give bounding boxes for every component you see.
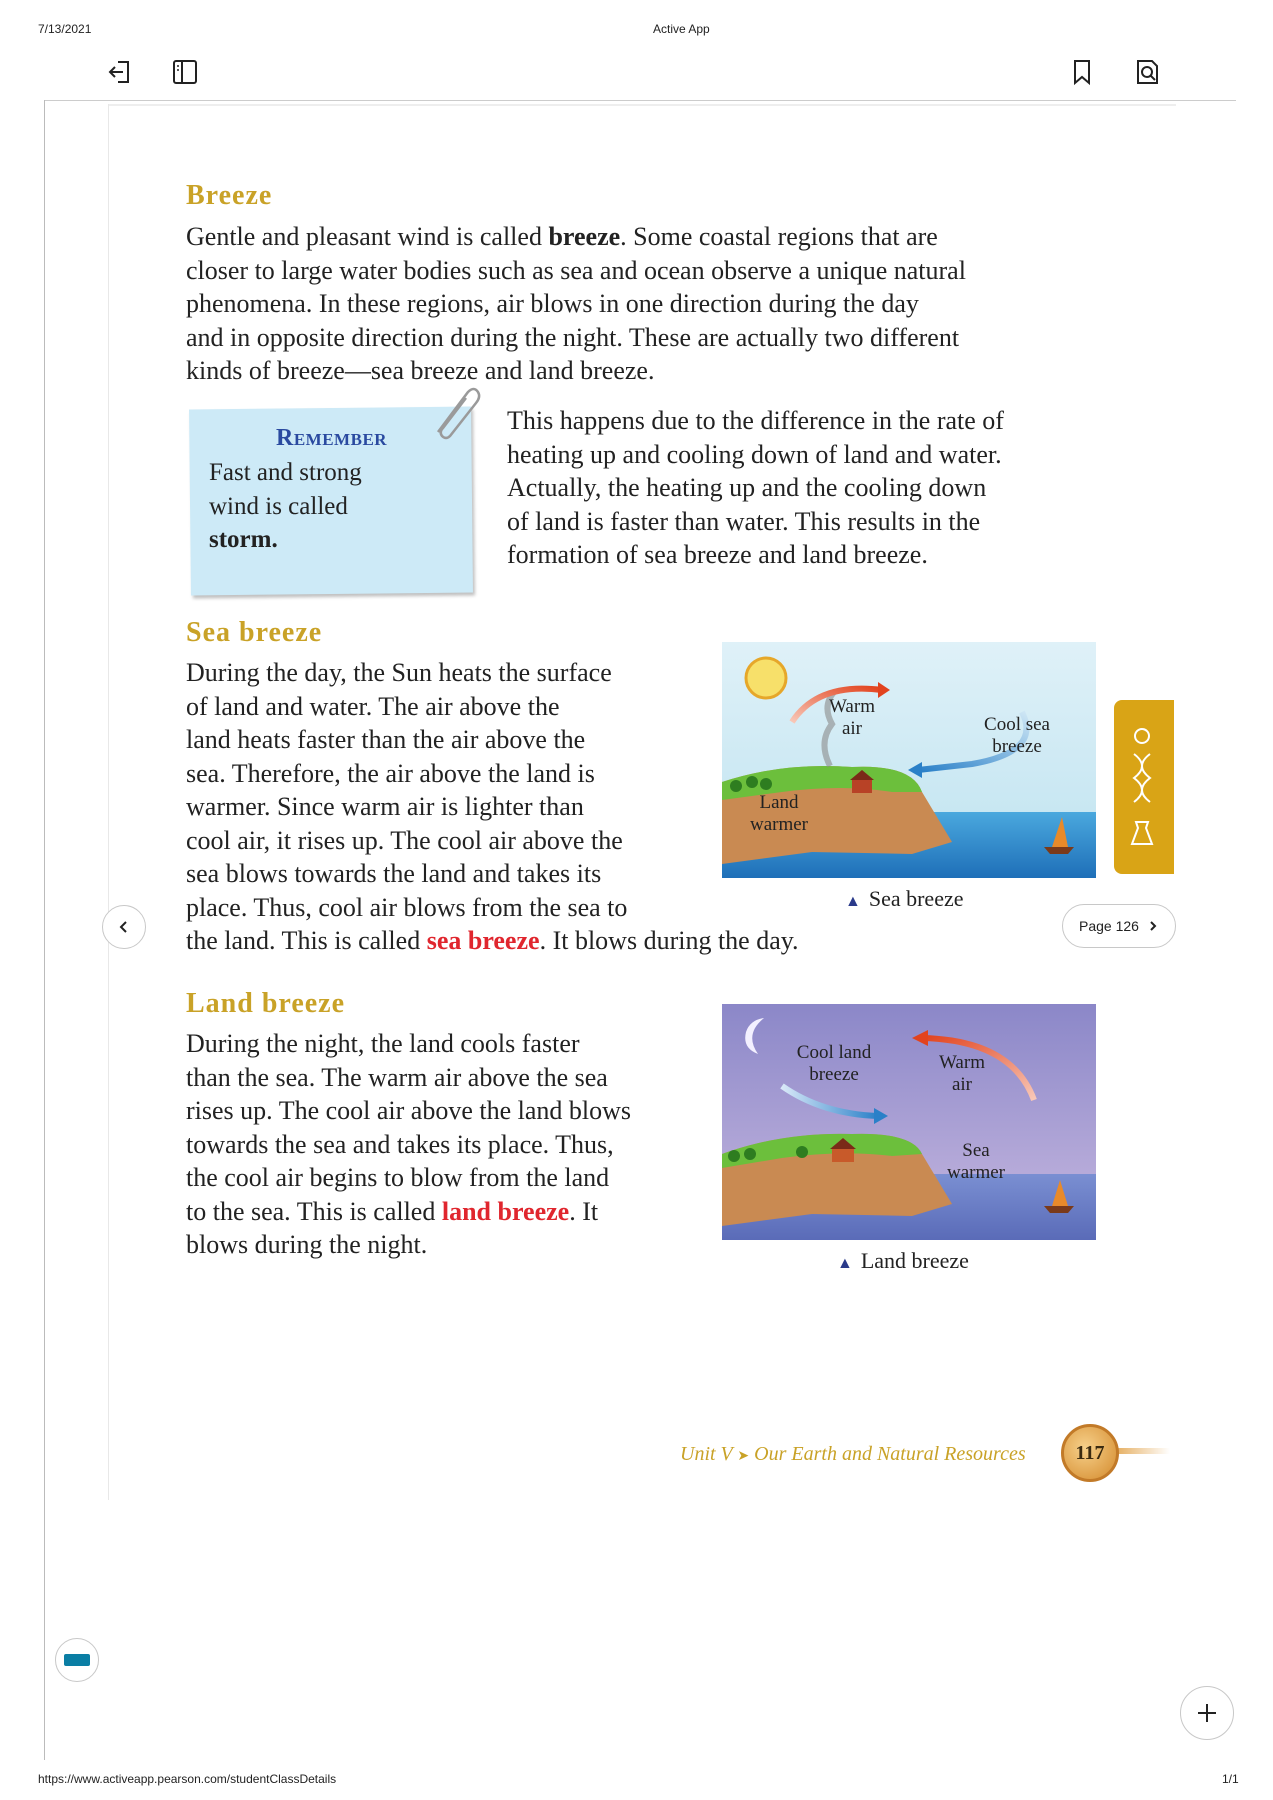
breeze-heading: Breeze	[186, 180, 273, 211]
print-title: Active App	[653, 22, 710, 36]
storm-term: storm.	[209, 526, 278, 553]
land-breeze-term: land breeze	[441, 1196, 570, 1226]
paperclip-icon	[428, 384, 484, 440]
sea-breeze-paragraph: During the day, the Sun heats the surface of land and water. The air above the land heats faster than the air above the sea. Therefore, the air above the land is warmer. Since warm air is lighter than cool air, it rises up. The cool air above the sea blows towards the land and takes its place. Thus, cool air blows from the sea to the land. This is called sea breeze. It blows during the day.	[186, 658, 799, 955]
remember-title: Remember	[276, 425, 388, 451]
breeze-line-4: and in opposite direction during the night. These are actually two different	[186, 322, 960, 352]
page-search-icon[interactable]	[1131, 56, 1163, 88]
plus-icon	[1196, 1702, 1218, 1724]
chapter-side-tab[interactable]	[1114, 700, 1174, 874]
print-url: https://www.activeapp.pearson.com/studentClassDetails	[38, 1772, 337, 1786]
book-footer: Unit V ➤ Our Earth and Natural Resources	[680, 1443, 1026, 1465]
sea-breeze-term: sea breeze	[426, 926, 540, 955]
breadcrumb-chevron-icon: ➤	[737, 1449, 750, 1464]
prev-page-button[interactable]	[102, 905, 146, 949]
land-breeze-heading: Land breeze	[186, 988, 346, 1019]
sea-breeze-figure	[722, 642, 1096, 878]
chevron-right-icon	[1147, 920, 1159, 932]
sea-breeze-caption: ▲ Sea breeze	[845, 886, 964, 911]
land-breeze-figure	[722, 1004, 1096, 1240]
land-breeze-paragraph: During the night, the land cools faster than the sea. The warm air above the sea rises up. The cool air above the land blows towards the sea and takes its place. Thus, the cool air begins to blow from the land to the sea. This is called land breeze. It blows during the night.	[186, 1029, 632, 1259]
chevron-left-icon	[117, 920, 131, 934]
remember-text: Fast and strong wind is called storm.	[209, 456, 362, 557]
page-label: Page 126	[1079, 918, 1139, 934]
breeze-term: breeze	[548, 222, 621, 251]
next-page-button[interactable]	[1062, 904, 1176, 948]
night-warm-air-label: Warm air	[939, 1052, 985, 1095]
sidebar-toggle-icon[interactable]	[169, 56, 201, 88]
science-icon	[1124, 724, 1160, 854]
cool-land-breeze-label: Cool land breeze	[796, 1042, 872, 1085]
viewer-left-border	[44, 100, 45, 1760]
warm-air-label: Warm air	[829, 696, 875, 739]
sea-breeze-heading: Sea breeze	[186, 617, 323, 648]
exit-icon[interactable]	[104, 56, 136, 88]
page-left-edge	[108, 104, 109, 1500]
land-warmer-label: Land warmer	[749, 792, 809, 835]
notes-chip-button[interactable]	[55, 1638, 99, 1682]
sea-warmer-label: Sea warmer	[946, 1140, 1006, 1183]
breeze-line-2: closer to large water bodies such as sea and ocean observe a unique natural	[186, 255, 966, 285]
difference-paragraph: This happens due to the difference in the rate of heating up and cooling down of land and water. Actually, the heating up and the cooling down of land is faster than water. This results in the formation of sea breeze and land breeze.	[507, 406, 1004, 569]
notes-chip-icon	[64, 1654, 90, 1666]
print-date: 7/13/2021	[38, 22, 92, 36]
breeze-line-5: kinds of breeze—sea breeze and land breeze.	[186, 356, 655, 385]
zoom-in-button[interactable]	[1180, 1686, 1234, 1740]
print-page-count: 1/1	[1222, 1772, 1239, 1786]
breeze-line-1: Gentle and pleasant wind is called breeze. Some coastal regions that are	[186, 222, 938, 251]
cool-sea-breeze-label: Cool sea breeze	[984, 714, 1050, 757]
book-page-number: 117	[1061, 1424, 1119, 1482]
land-breeze-caption: ▲ Land breeze	[837, 1248, 969, 1273]
bookmark-icon[interactable]	[1066, 56, 1098, 88]
viewer-top-border	[44, 100, 1236, 101]
page-top-edge	[108, 104, 1176, 106]
page-number-streak	[1110, 1448, 1170, 1454]
breeze-line-3: phenomena. In these regions, air blows in one direction during the day	[186, 289, 919, 318]
breeze-paragraph	[186, 220, 1116, 388]
